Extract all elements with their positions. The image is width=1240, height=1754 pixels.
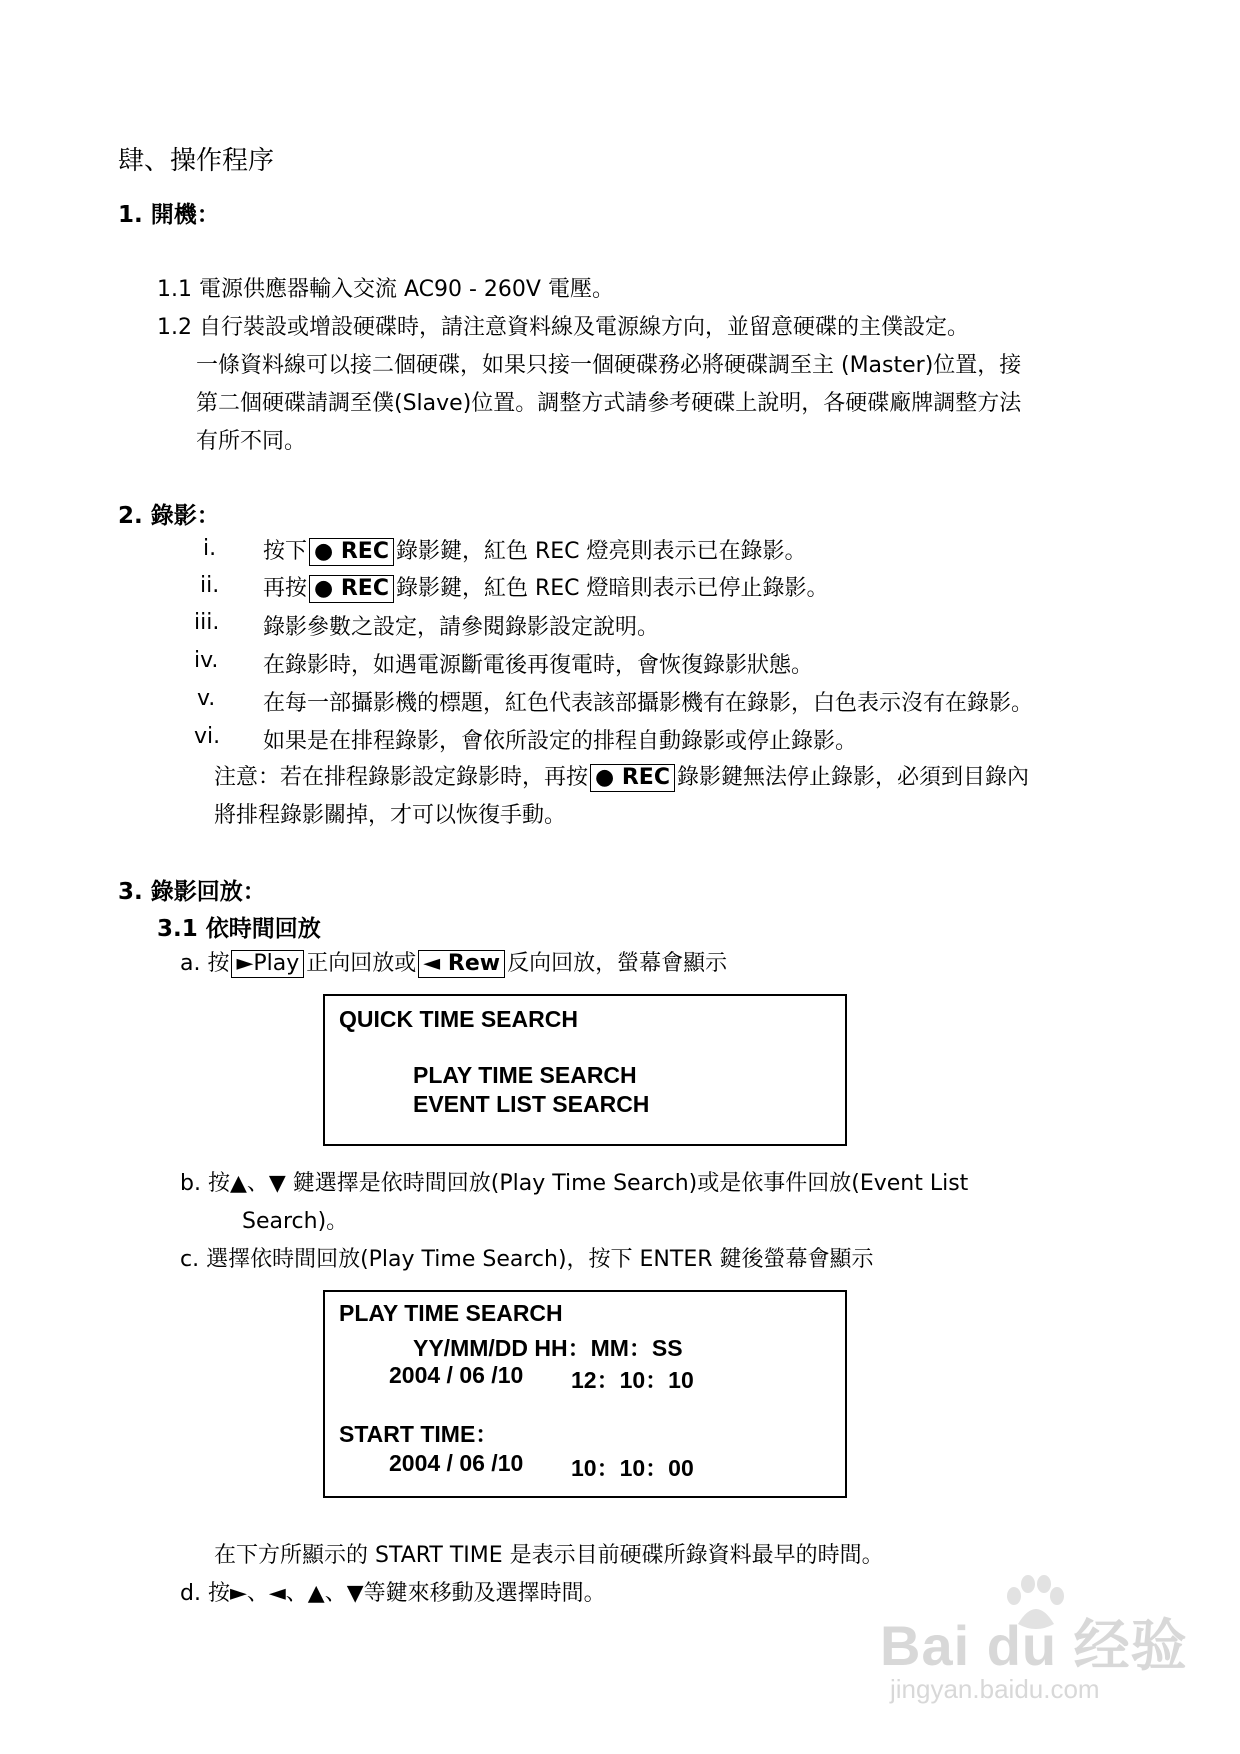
screen1-option-event-list: EVENT LIST SEARCH: [413, 1091, 650, 1117]
rec-key: ● REC: [309, 575, 394, 603]
screen2-start-label: START TIME：: [339, 1421, 499, 1447]
s3-item-b-line-2: Search)。: [242, 1209, 349, 1234]
s2-note-line-2: 將排程錄影關掉，才可以恢復手動。: [214, 803, 567, 828]
baidu-watermark: [880, 1592, 1210, 1712]
s1-item-2: 1.2 自行裝設或增設硬碟時，請注意資料線及電源線方向，並留意硬碟的主僕設定。: [157, 315, 969, 340]
section-3-heading: 3. 錄影回放：: [118, 879, 266, 905]
quick-time-search-screen: [323, 994, 847, 1146]
rec-key: ● REC: [590, 764, 675, 792]
section-2-heading: 2. 錄影：: [118, 503, 220, 529]
s2-item-4: 在錄影時，如遇電源斷電後再復電時，會恢復錄影狀態。: [263, 653, 814, 678]
screen2-time-1: 12：10：10: [571, 1367, 694, 1393]
s2-note-pre: 注意：若在排程錄影設定錄影時，再按: [214, 765, 589, 790]
s2-item-6-num: vi.: [194, 724, 221, 749]
s2-note-post: 錄影鍵無法停止錄影，必須到目錄內: [677, 765, 1030, 790]
s2-item-2-pre: 再按: [263, 576, 308, 601]
s2-item-1: [263, 534, 807, 566]
play-time-search-screen: [323, 1290, 847, 1498]
screen2-date-2: 2004 / 06 /10: [389, 1450, 524, 1476]
watermark-url: jingyan.baidu.com: [890, 1674, 1100, 1704]
s2-item-5-num: v.: [197, 686, 216, 711]
s1-note-line-1: 一條資料線可以接二個硬碟，如果只接一個硬碟務必將硬碟調至主 (Master)位置，接: [196, 353, 1022, 378]
section-1-heading: 1. 開機：: [118, 202, 220, 228]
s3-a-label: a. 按: [180, 951, 230, 976]
play-key: ►Play: [231, 950, 304, 978]
screen1-option-play-time: PLAY TIME SEARCH: [413, 1062, 637, 1088]
screen2-format: YY/MM/DD HH：MM：SS: [413, 1335, 683, 1361]
s3-item-b-line-1: b. 按▲、▼ 鍵選擇是依時間回放(Play Time Search)或是依事件回放(Event List: [180, 1171, 969, 1196]
s3-item-d: d. 按►、◄、▲、▼等鍵來移動及選擇時間。: [180, 1581, 606, 1606]
s2-item-1-post: 錄影鍵，紅色 REC 燈亮則表示已在錄影。: [396, 539, 807, 564]
watermark-brand: Bai du 经验: [880, 1614, 1188, 1677]
s3-item-a: [180, 946, 727, 978]
s2-item-3-num: iii.: [194, 610, 220, 635]
s2-item-2-num: ii.: [200, 573, 220, 598]
screen1-title: QUICK TIME SEARCH: [339, 1006, 578, 1032]
s2-item-2-post: 錄影鍵，紅色 REC 燈暗則表示已停止錄影。: [396, 576, 829, 601]
s2-item-5: 在每一部攝影機的標題，紅色代表該部攝影機有在錄影，白色表示沒有在錄影。: [263, 691, 1034, 716]
screen2-date-1: 2004 / 06 /10: [389, 1362, 524, 1388]
s2-note: [214, 760, 1029, 792]
s2-item-1-pre: 按下: [263, 539, 308, 564]
s2-item-6: 如果是在排程錄影，會依所設定的排程自動錄影或停止錄影。: [263, 729, 858, 754]
s3-a-post: 反向回放，螢幕會顯示: [507, 951, 728, 976]
s2-item-2: [263, 571, 829, 603]
s1-note-line-2: 第二個硬碟請調至僕(Slave)位置。調整方式請參考硬碟上說明，各硬碟廠牌調整方法: [196, 391, 1022, 416]
screen2-title: PLAY TIME SEARCH: [339, 1300, 563, 1326]
s3-sub-heading: 3.1 依時間回放: [157, 916, 321, 942]
rew-key: ◄ Rew: [418, 950, 505, 978]
s3-a-mid: 正向回放或: [306, 951, 417, 976]
s2-item-1-num: i.: [203, 536, 217, 561]
s2-item-3: 錄影參數之設定，請參閱錄影設定說明。: [263, 615, 660, 640]
s2-item-4-num: iv.: [194, 648, 219, 673]
s1-item-1: 1.1 電源供應器輸入交流 AC90 - 260V 電壓。: [157, 277, 614, 302]
rec-key: ● REC: [309, 538, 394, 566]
s3-item-c: c. 選擇依時間回放(Play Time Search)，按下 ENTER 鍵後螢幕會顯示: [180, 1247, 874, 1272]
s3-start-note: 在下方所顯示的 START TIME 是表示目前硬碟所錄資料最早的時間。: [214, 1543, 884, 1568]
s1-note-line-3: 有所不同。: [196, 429, 307, 454]
screen2-time-2: 10：10：00: [571, 1455, 694, 1481]
page-title: 肆、操作程序: [118, 146, 275, 176]
